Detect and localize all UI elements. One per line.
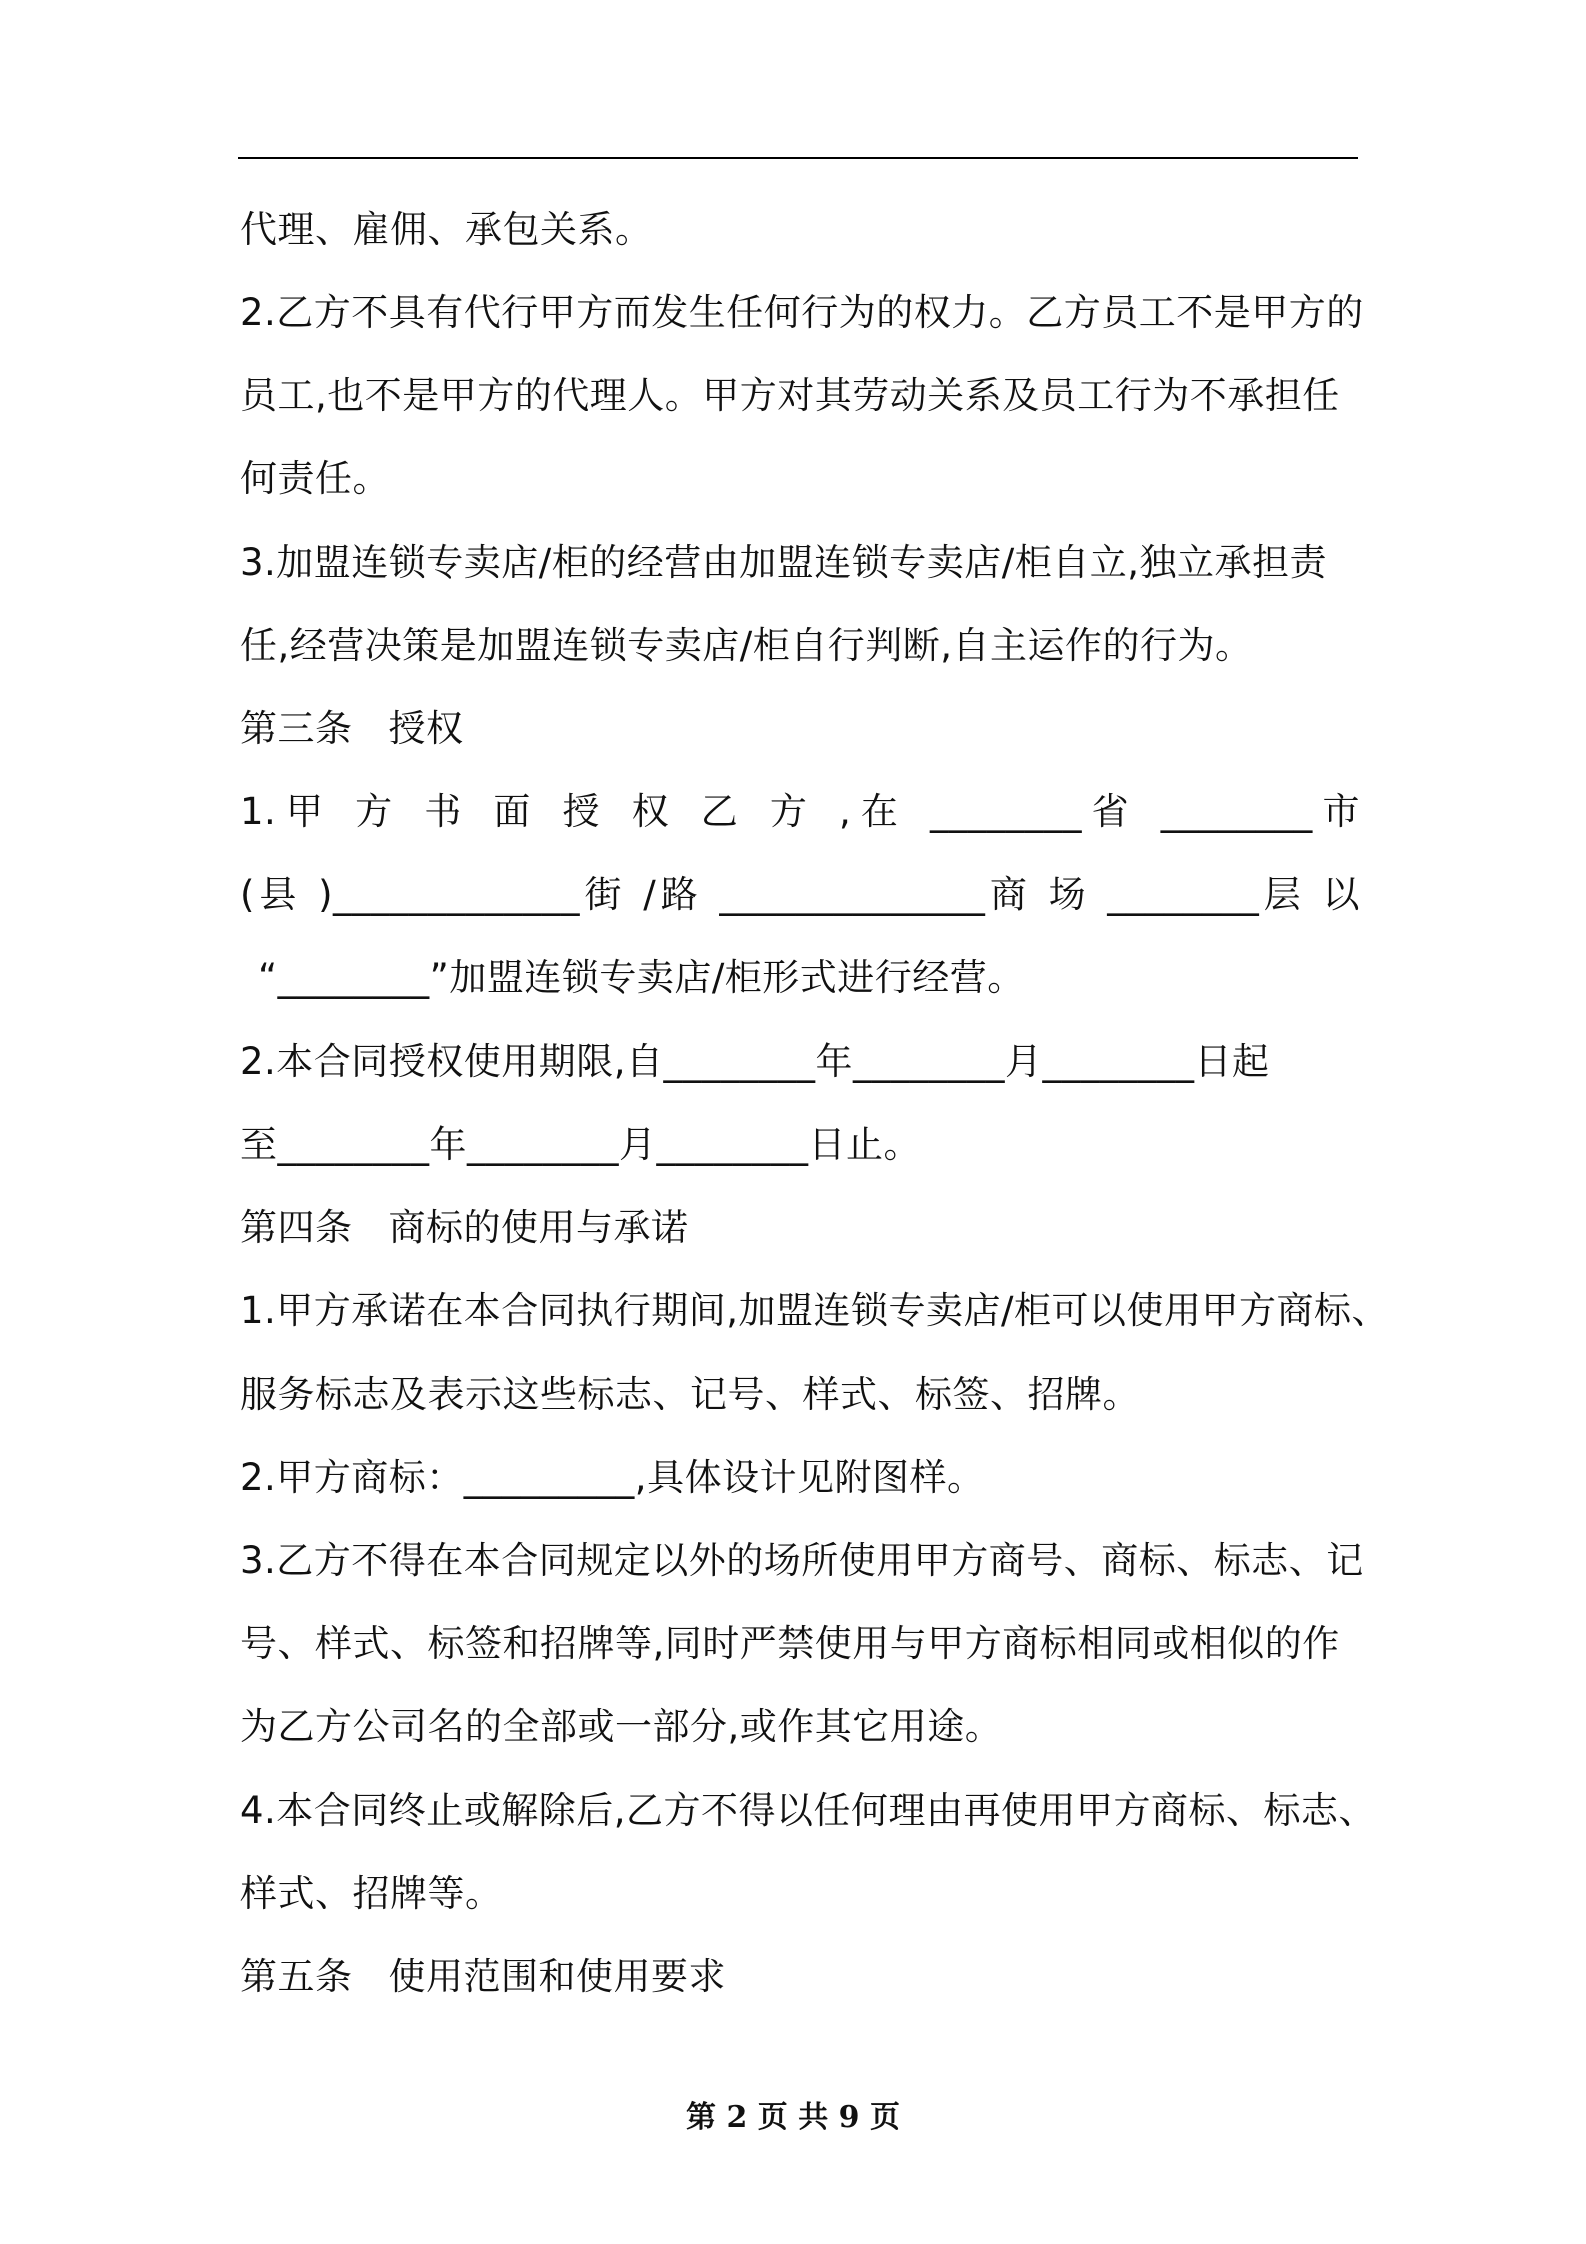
paragraph-line: 何责任。 bbox=[240, 457, 390, 500]
paragraph-line: 2.本合同授权使用期限,自________年________月________日起 bbox=[240, 1040, 1270, 1083]
article-title: 商标的使用与承诺 bbox=[388, 1206, 689, 1249]
paragraph-line: 2.乙方不具有代行甲方而发生任何行为的权力。乙方员工不是甲方的 bbox=[240, 291, 1364, 334]
paragraph-line: 至________年________月________日止。 bbox=[240, 1123, 921, 1166]
article-number: 第三条 bbox=[240, 707, 353, 750]
paragraph-line: 3.乙方不得在本合同规定以外的场所使用甲方商号、商标、标志、记 bbox=[240, 1539, 1364, 1582]
paragraph-line: 员工,也不是甲方的代理人。甲方对其劳动关系及员工行为不承担任 bbox=[240, 374, 1340, 417]
paragraph-line: 样式、招牌等。 bbox=[240, 1872, 503, 1915]
article-heading-3 bbox=[240, 704, 1360, 754]
paragraph-line: 任,经营决策是加盟连锁专卖店/柜自行判断,自主运作的行为。 bbox=[240, 624, 1253, 667]
page-number: 第 2 页 共 9 页 bbox=[686, 2100, 900, 2135]
article-heading-5 bbox=[240, 1952, 1360, 2002]
paragraph-line: 4.本合同终止或解除后,乙方不得以任何理由再使用甲方商标、标志、 bbox=[240, 1789, 1377, 1832]
paragraph-line: 2.甲方商标：_________,具体设计见附图样。 bbox=[240, 1456, 985, 1499]
header-rule bbox=[238, 157, 1358, 159]
paragraph-line: 为乙方公司名的全部或一部分,或作其它用途。 bbox=[240, 1705, 1003, 1748]
paragraph-line: 1.甲 方 书 面 授 权 乙 方 ,在 ________省 ________市 bbox=[240, 790, 1360, 833]
article-title: 使用范围和使用要求 bbox=[388, 1955, 726, 1998]
article-title: 授权 bbox=[388, 707, 464, 750]
paragraph-line: 服务标志及表示这些标志、记号、样式、标签、招牌。 bbox=[240, 1373, 1140, 1416]
article-number: 第五条 bbox=[240, 1955, 353, 1998]
article-number: 第四条 bbox=[240, 1206, 353, 1249]
paragraph-line: “________”加盟连锁专卖店/柜形式进行经营。 bbox=[258, 956, 1025, 999]
paragraph-line: 1.甲方承诺在本合同执行期间,加盟连锁专卖店/柜可以使用甲方商标、 bbox=[240, 1289, 1390, 1332]
paragraph-line: 3.加盟连锁专卖店/柜的经营由加盟连锁专卖店/柜自立,独立承担责 bbox=[240, 541, 1327, 584]
article-heading-4 bbox=[240, 1203, 1360, 1253]
paragraph-line: 代理、雇佣、承包关系。 bbox=[240, 208, 653, 251]
paragraph-line: 号、样式、标签和招牌等,同时严禁使用与甲方商标相同或相似的作 bbox=[240, 1622, 1340, 1665]
paragraph-line: (县 )_____________街 /路 ______________商 场 ________层 以 bbox=[240, 873, 1360, 916]
